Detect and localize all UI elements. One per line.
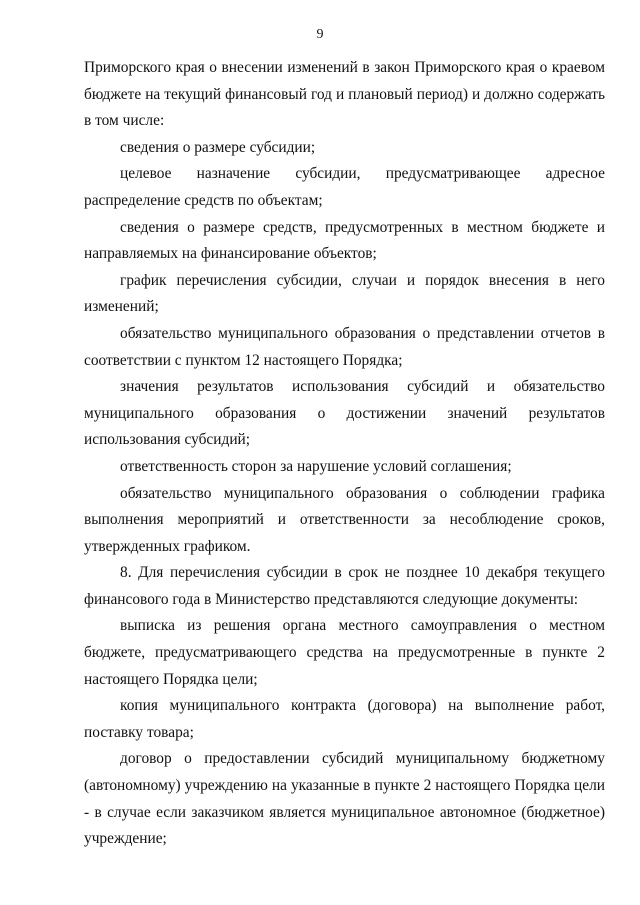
paragraph-budget-extract: выписка из решения органа местного самоуправления о местном бюджете, предусматривающего средства на предусмотренные в пункте 2 настоящего Порядка цели; <box>84 617 605 688</box>
paragraph-results-values: значения результатов использования субсидий и обязательство муниципального образования о достижении значений результатов использования субсидий; <box>84 378 605 449</box>
paragraph-responsibility: ответственность сторон за нарушение условий соглашения; <box>120 457 512 475</box>
document-body <box>84 55 605 853</box>
paragraph-contract-copy: копия муниципального контракта (договора) на выполнение работ, поставку товара; <box>84 697 605 741</box>
paragraph-local-budget-funds: сведения о размере средств, предусмотренных в местном бюджете и направляемых на финансирование объектов; <box>84 218 605 263</box>
paragraph-reporting-obligation: обязательство муниципального образования о представлении отчетов в соответствии с пунктом 12 настоящего Порядка; <box>84 324 605 369</box>
paragraph-continuation: Приморского края о внесении изменений в закон Приморского края о краевом бюджете на текущий финансовый год и плановый период) и должно содержать в том числе: <box>84 59 605 130</box>
paragraph-target-purpose: целевое назначение субсидии, предусматривающее адресное распределение средств по объектам; <box>84 165 605 209</box>
paragraph-subsidy-agreement: договор о предоставлении субсидий муниципальному бюджетному (автономному) учреждению на указанные в пункте 2 настоящего Порядка цели - в случае если заказчиком является муниципальное автономное (бюджетное) учреждение; <box>84 750 605 848</box>
paragraph-transfer-schedule: график перечисления субсидии, случаи и порядок внесения в него изменений; <box>84 271 605 316</box>
paragraph-subsidy-size: сведения о размере субсидии; <box>120 138 316 156</box>
paragraph-schedule-obligation: обязательство муниципального образования о соблюдении графика выполнения мероприятий и ответственности за несоблюдение сроков, утвержденных графиком. <box>84 484 605 555</box>
page-number: 9 <box>316 27 324 42</box>
paragraph-item-8: 8. Для перечисления субсидии в срок не позднее 10 декабря текущего финансового года в Министерство представляются следующие документы: <box>84 564 605 608</box>
